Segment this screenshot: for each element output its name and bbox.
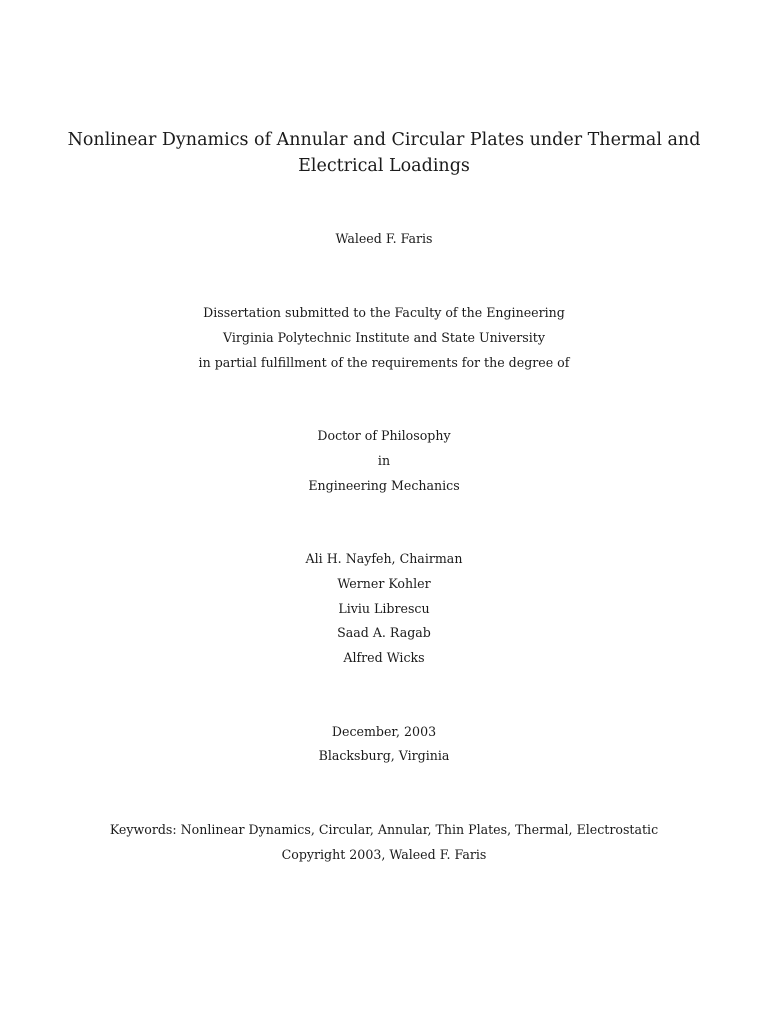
author-name: Waleed F. Faris <box>335 231 433 246</box>
keywords: Keywords: Nonlinear Dynamics, Circular, Annular, Thin Plates, Thermal, Electrostatic <box>109 822 659 837</box>
title-line-1: Nonlinear Dynamics of Annular and Circular Plates under Thermal and <box>67 130 701 150</box>
degree-field: Engineering Mechanics <box>308 478 460 493</box>
committee-member-chairman: Ali H. Nayfeh, Chairman <box>305 551 463 566</box>
committee-member: Saad A. Ragab <box>337 625 431 640</box>
submission-line-2: Virginia Polytechnic Institute and State University <box>223 330 545 345</box>
submission-date: December, 2003 <box>331 724 437 739</box>
title-line-2: Electrical Loadings <box>298 156 470 176</box>
submission-location: Blacksburg, Virginia <box>318 748 450 763</box>
submission-line-3: in partial fulfillment of the requirements for the degree of <box>198 355 570 370</box>
degree-connector: in <box>377 453 391 468</box>
committee-member: Werner Kohler <box>337 576 431 591</box>
copyright-notice: Copyright 2003, Waleed F. Faris <box>281 847 487 862</box>
degree-name: Doctor of Philosophy <box>317 428 451 443</box>
submission-line-1: Dissertation submitted to the Faculty of the Engineering <box>203 305 565 320</box>
committee-member: Alfred Wicks <box>343 650 425 665</box>
committee-member: Liviu Librescu <box>338 601 430 616</box>
